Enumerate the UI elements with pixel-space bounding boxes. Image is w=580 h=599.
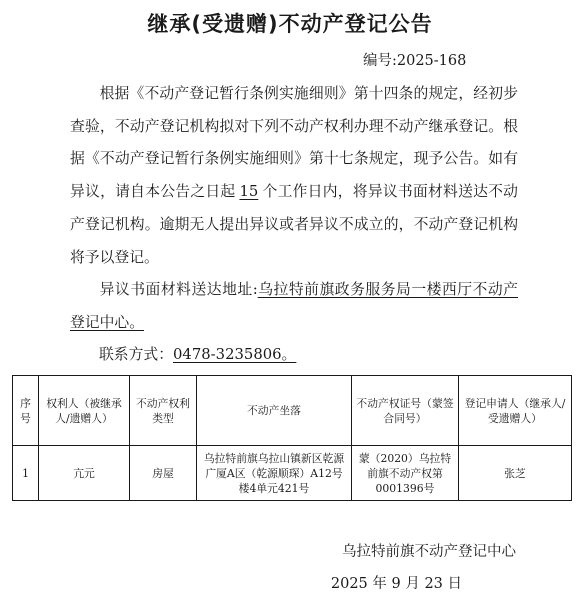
- address-colon: :: [252, 281, 258, 299]
- registration-table: [12, 375, 572, 501]
- header-applicant: 登记申请人（继承人/受遗赠人）: [459, 376, 572, 446]
- cell-serial: 1: [13, 446, 39, 501]
- notice-paragraph-main: [70, 78, 518, 274]
- header-location: 不动产坐落: [197, 376, 352, 446]
- table-row: [13, 446, 572, 501]
- issue-date: 2025 年 9 月 23 日: [330, 576, 462, 592]
- cell-right-type: 房屋: [130, 446, 197, 501]
- table-header-row: [13, 376, 572, 446]
- issuing-organization: 乌拉特前旗不动产登记中心: [342, 544, 516, 560]
- delivery-address: 乌拉特前旗政务服务局一楼西厅不动产登记中心。: [70, 281, 518, 331]
- cell-location: 乌拉特前旗乌拉山镇新区乾源广厦A区（乾源顺琛）A12号楼4单元421号: [197, 446, 352, 501]
- header-right-type: 不动产权利类型: [130, 376, 197, 446]
- contact-phone: 0478-3235806。: [173, 346, 297, 363]
- objection-days: 15: [239, 183, 259, 201]
- cell-applicant: 张芝: [459, 446, 572, 501]
- contact-label: 联系方式：: [99, 346, 173, 363]
- paragraph-text-after: 个工作日内，将异议书面材料送达不动产登记机构。逾期无人提出异议或者异议不成立的，不动产登记机构将予以登记。: [70, 183, 518, 266]
- cell-right-holder: 亢元: [39, 446, 130, 501]
- notice-title: 继承(受遗赠)不动产登记公告: [147, 12, 433, 36]
- notice-paragraph-address: [70, 274, 518, 339]
- paragraph-text-before: 根据《不动产登记暂行条例实施细则》第十四条的规定，经初步查验，不动产登记机构拟对下列不动产权利办理不动产继承登记。根据《不动产登记暂行条例实施细则》第十七条规定，现予公告。如有异议，请自本公告之日起: [70, 85, 518, 201]
- contact-line: [99, 343, 296, 364]
- header-certificate-no: 不动产权证号（蒙签合同号）: [352, 376, 459, 446]
- header-serial: 序号: [13, 376, 39, 446]
- notice-body: [70, 78, 518, 340]
- cell-certificate-no: 蒙（2020）乌拉特前旗不动产权第0001396号: [352, 446, 459, 501]
- document-number: 编号:2025-168: [363, 53, 467, 69]
- address-label: 异议书面材料送达地址: [99, 281, 253, 299]
- header-right-holder: 权利人（被继承人/遗赠人）: [39, 376, 130, 446]
